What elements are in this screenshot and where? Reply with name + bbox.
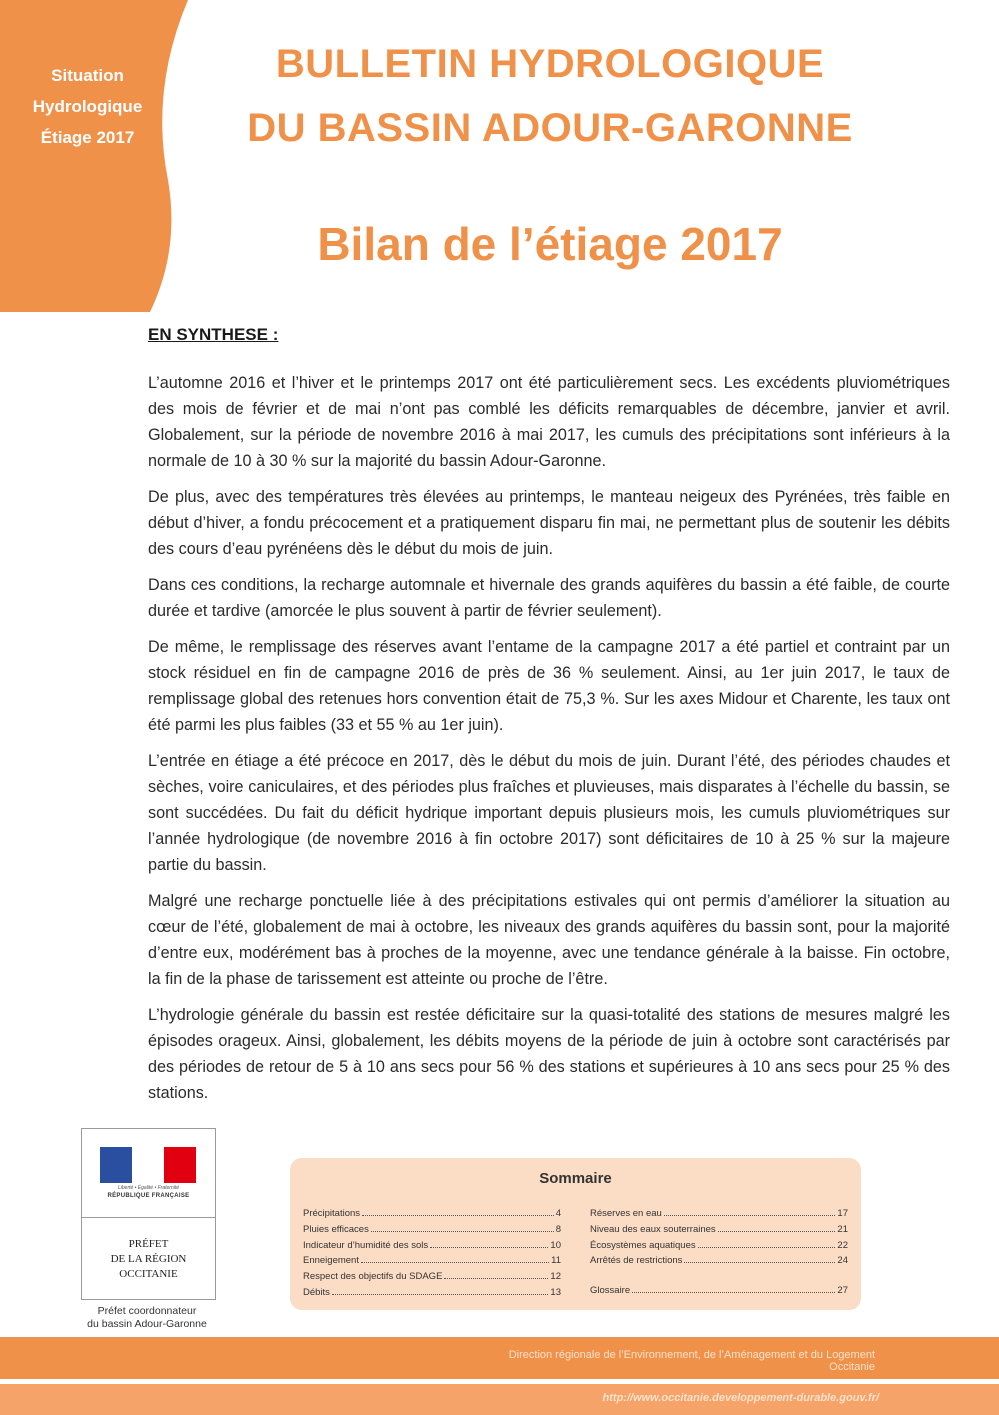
toc-right-column — [590, 1208, 848, 1301]
corner-shape — [0, 0, 200, 312]
toc-item[interactable] — [303, 1208, 561, 1224]
corner-banner — [0, 0, 200, 312]
prefet-line-2: DE LA RÉGION — [110, 1253, 187, 1265]
coord-line-2: du bassin Adour-Garonne — [87, 1318, 207, 1330]
synthese-body — [148, 370, 950, 1116]
toc-item[interactable] — [590, 1255, 848, 1271]
paragraph-7: L’hydrologie générale du bassin est restée déficitaire sur la quasi-totalité des stations de mesures malgré les épisodes orageux. Ainsi, globalement, les débits moyens de la période de juin à octobre sont caractérisés par des périodes de retour de 5 à 10 ans secs pour 56 % des stations et supérieures à 10 ans secs pour 25 % des stations. — [148, 1006, 950, 1102]
toc-item-page: 17 — [837, 1208, 848, 1219]
toc-item[interactable] — [303, 1255, 561, 1271]
paragraph-3: Dans ces conditions, la recharge automnale et hivernale des grands aquifères du bassin a été faible, de courte durée et tardive (amorcée le plus souvent à partir de février seulement). — [148, 576, 950, 620]
paragraph-2: De plus, avec des températures très élevées au printemps, le manteau neigeux des Pyrénées, très faible en début d’hiver, a fondu précocement et a pratiquement disparu fin mai, ne permettant plus de soutenir les débits des cours d’eau pyrénéens dès le début du mois de juin. — [148, 488, 950, 558]
toc-item-page: 22 — [837, 1239, 848, 1251]
toc-item-label: Niveau des eaux souterraines — [590, 1223, 716, 1235]
toc-item-label: Écosystèmes aquatiques — [590, 1239, 696, 1251]
footer-band — [0, 1337, 999, 1379]
footer-organization — [509, 1349, 875, 1373]
toc-item-page: 8 — [555, 1223, 561, 1235]
toc-item[interactable] — [303, 1240, 561, 1256]
paragraph-4: De même, le remplissage des réserves avant l’entame de la campagne 2017 a été partiel et contraint par un stock résiduel en fin de campagne 2016 de près de 36 % seulement. Ainsi, au 1er juin 2017, le taux de remplissage global des retenues hors convention était de 75,3 %. Sur les axes Midour et Charente, les taux ont été parmi les plus faibles (33 et 55 % au 1er juin). — [148, 638, 950, 734]
toc-item-label: Débits — [303, 1286, 330, 1298]
toc-item-page: 21 — [837, 1223, 848, 1235]
toc-item-page: 10 — [550, 1239, 561, 1251]
coord-line-1: Préfet coordonnateur — [97, 1305, 197, 1317]
bulletin-title-line-1: BULLETIN HYDROLOGIQUE — [275, 42, 825, 86]
toc-item-page: 13 — [550, 1286, 561, 1298]
toc-item-page: 4 — [555, 1208, 561, 1219]
corner-line-1: Situation — [51, 66, 124, 85]
toc-item[interactable] — [590, 1224, 848, 1240]
toc-item-label: Pluies efficaces — [303, 1223, 369, 1235]
toc-left-column — [303, 1208, 561, 1303]
toc-item-label: Indicateur d’humidité des sols — [303, 1239, 429, 1251]
toc-item-label: Précipitations — [303, 1208, 361, 1219]
toc-item[interactable] — [590, 1240, 848, 1256]
corner-line-3: Étiage 2017 — [40, 128, 135, 147]
prefet-line-1: PRÉFET — [128, 1238, 169, 1250]
toc-item-label: Arrêtés de restrictions — [590, 1255, 683, 1267]
toc-title: Sommaire — [539, 1170, 612, 1187]
table-of-contents — [290, 1158, 861, 1310]
toc-item-page: 27 — [837, 1285, 848, 1297]
toc-item-label: Réserves en eau — [590, 1208, 662, 1219]
footer-url-band — [0, 1384, 999, 1415]
toc-item[interactable] — [303, 1271, 561, 1287]
toc-item[interactable] — [303, 1287, 561, 1303]
toc-item[interactable] — [590, 1285, 848, 1301]
bulletin-title-line-2: DU BASSIN ADOUR-GARONNE — [247, 106, 853, 150]
republic-name: RÉPUBLIQUE FRANÇAISE — [107, 1193, 190, 1199]
footer-line-1: Direction régionale de l’Environnement, de l’Aménagement et du Logement — [508, 1349, 875, 1361]
prefet-line-3: OCCITANIE — [119, 1268, 178, 1280]
footer-line-2: Occitanie — [829, 1361, 875, 1373]
synthese-heading: EN SYNTHESE : — [148, 325, 279, 344]
prefecture-logo — [81, 1128, 216, 1300]
logo-divider — [82, 1217, 215, 1218]
toc-item-label: Respect des objectifs du SDAGE — [303, 1271, 443, 1283]
paragraph-1: L’automne 2016 et l’hiver et le printemps 2017 ont été particulièrement secs. Les excédents pluviométriques des mois de février et de mai n’ont pas comblé les déficits remarquables de décembre, janvier et avril. Globalement, sur la période de novembre 2016 à mai 2017, les cumuls des précipitations sont inférieurs à la normale de 10 à 30 % sur la majorité du bassin Adour-Garonne. — [148, 374, 950, 470]
toc-item[interactable] — [590, 1208, 848, 1224]
toc-item-page: 24 — [837, 1255, 848, 1267]
toc-item[interactable] — [303, 1224, 561, 1240]
toc-item-label: Enneigement — [303, 1255, 359, 1267]
paragraph-5: L’entrée en étiage a été précoce en 2017, dès le début du mois de juin. Durant l’été, des périodes chaudes et sèches, voire caniculaires, et des périodes plus fraîches et pluvieuses, mais disparates à l’échelle du bassin, se sont succédées. Du fait du déficit hydrique important depuis plusieurs mois, les cumuls pluviométriques sur l’année hydrologique (de novembre 2016 à fin octobre 2017) sont déficitaires de 10 à 25 % sur la majeure partie du bassin. — [148, 752, 950, 874]
marianne-flag-icon — [100, 1147, 196, 1183]
corner-line-2: Hydrologique — [32, 97, 143, 116]
toc-item-page: 11 — [551, 1255, 561, 1267]
paragraph-6: Malgré une recharge ponctuelle liée à des précipitations estivales qui ont permis d’améliorer la situation au cœur de l’été, globalement de mai à octobre, les niveaux des grands aquifères du bassin sont, pour la majorité d’entre eux, modérément bas à proches de la moyenne, avec une tendance générale à la baisse. Fin octobre, la fin de la phase de tarissement est atteinte ou proche de l’être. — [148, 892, 950, 988]
corner-label — [0, 60, 175, 153]
toc-item-label: Glossaire — [590, 1285, 631, 1297]
footer-url-link[interactable]: http://www.occitanie.developpement-durable.gouv.fr/ — [602, 1392, 879, 1404]
toc-item-page: 12 — [550, 1271, 561, 1283]
prefet-label — [82, 1237, 215, 1282]
prefet-coordinator-caption — [72, 1305, 222, 1331]
republic-motto: Liberté • Égalité • Fraternité — [117, 1185, 180, 1191]
bulletin-subtitle: Bilan de l’étiage 2017 — [317, 218, 783, 270]
